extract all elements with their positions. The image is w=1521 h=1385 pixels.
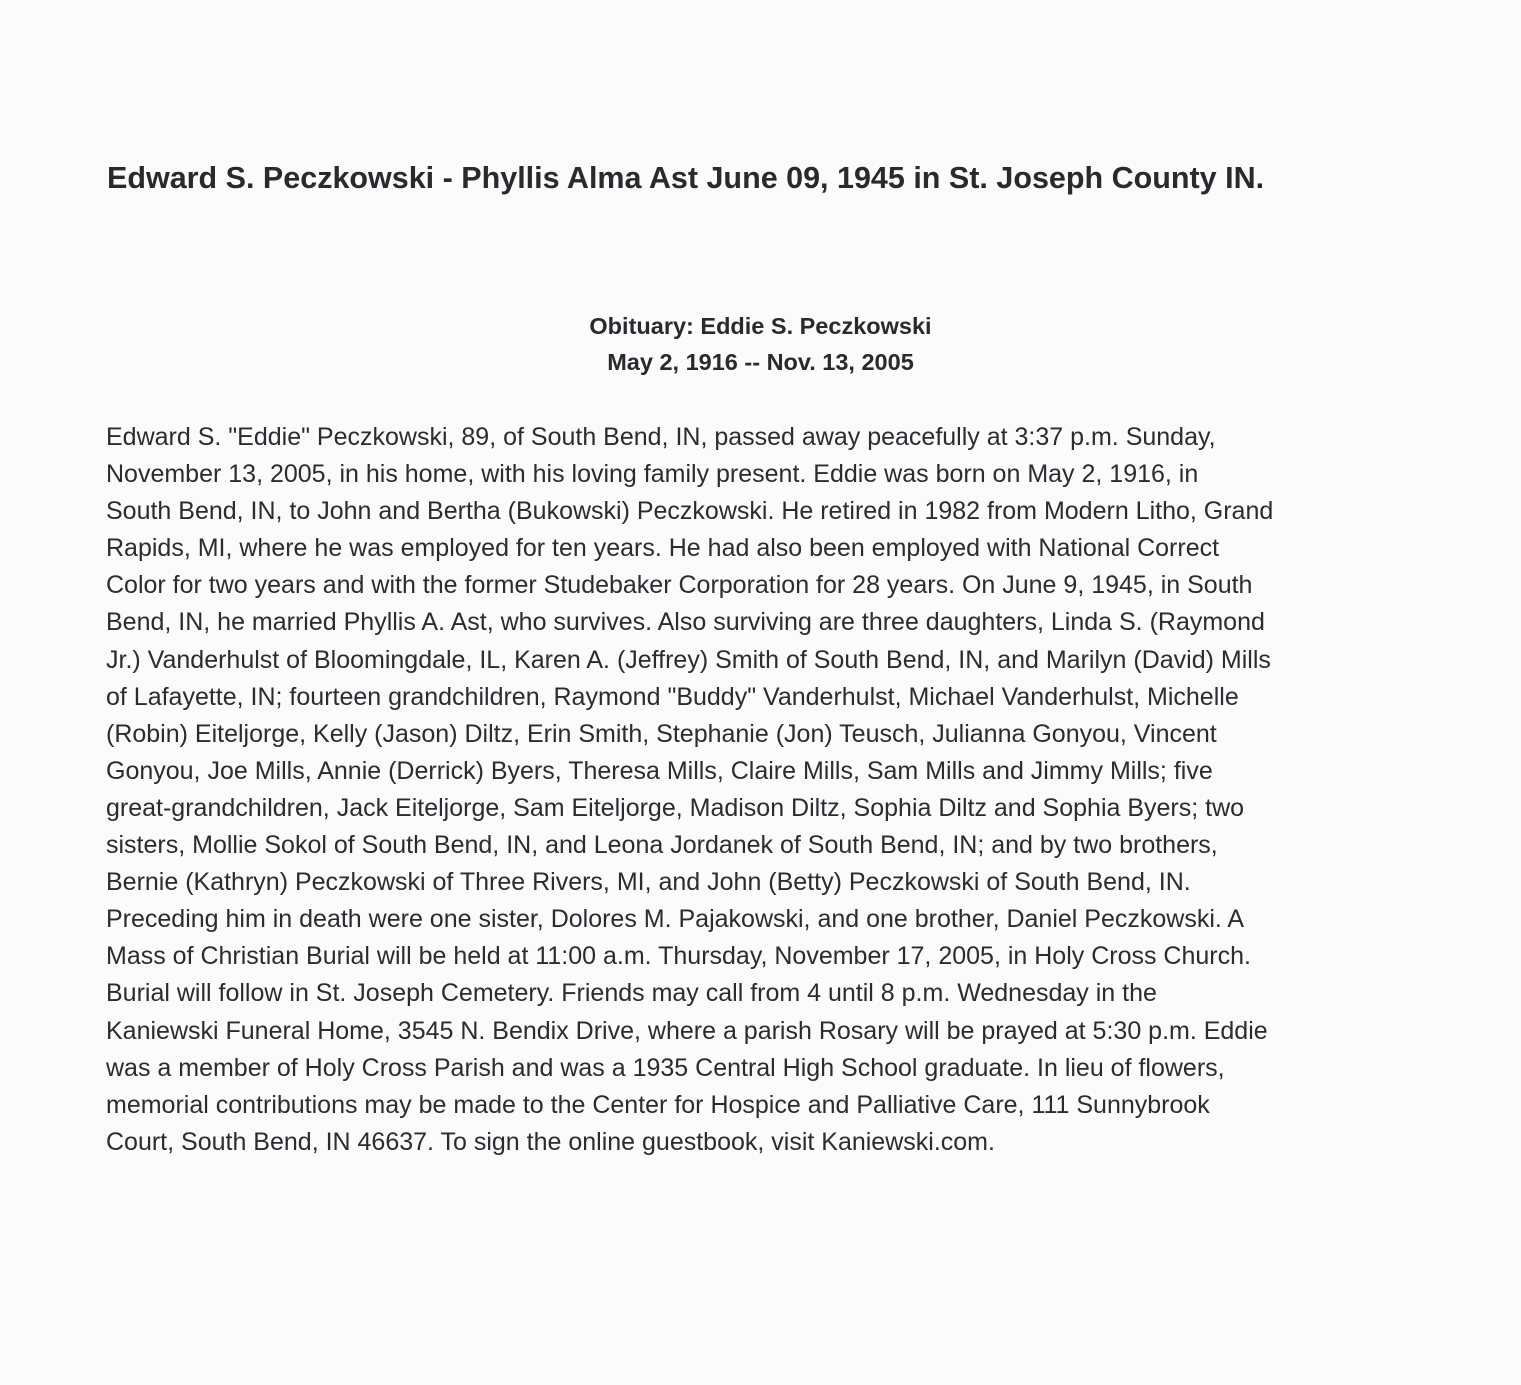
obituary-body — [106, 419, 1426, 1161]
body-line-12: sisters, Mollie Sokol of South Bend, IN, and Leona Jordanek of South Bend, IN; and by two brothers, — [106, 831, 1218, 860]
body-line-1: Edward S. "Eddie" Peczkowski, 89, of South Bend, IN, passed away peacefully at 3:37 p.m. Sunday, — [106, 423, 1216, 451]
document-title: Edward S. Peczkowski - Phyllis Alma Ast June 09, 1945 in St. Joseph County IN. — [107, 161, 1265, 195]
body-line-10: Gonyou, Joe Mills, Annie (Derrick) Byers, Theresa Mills, Claire Mills, Sam Mills and Jimmy Mills; five — [106, 756, 1213, 785]
body-line-19: memorial contributions may be made to the Center for Hospice and Palliative Care, 111 Sunnybrook — [106, 1090, 1210, 1119]
body-line-6: Bend, IN, he married Phyllis A. Ast, who survives. Also surviving are three daughters, Linda S. (Raymond — [106, 608, 1265, 637]
body-line-15: Mass of Christian Burial will be held at 11:00 a.m. Thursday, November 17, 2005, in Holy Cross Church. — [106, 942, 1251, 971]
body-line-4: Rapids, MI, where he was employed for ten years. He had also been employed with National Correct — [106, 534, 1220, 563]
body-line-14: Preceding him in death were one sister, Dolores M. Pajakowski, and one brother, Daniel Peczkowski. A — [106, 905, 1245, 934]
body-line-3: South Bend, IN, to John and Bertha (Bukowski) Peczkowski. He retired in 1982 from Modern Litho, Grand — [106, 497, 1274, 526]
body-line-16: Burial will follow in St. Joseph Cemetery. Friends may call from 4 until 8 p.m. Wednesday in the — [106, 979, 1157, 1008]
body-line-7: Jr.) Vanderhulst of Bloomingdale, IL, Karen A. (Jeffrey) Smith of South Bend, IN, and Marilyn (David) Mills — [106, 645, 1271, 674]
body-line-5: Color for two years and with the former Studebaker Corporation for 28 years. On June 9, 1945, in South — [106, 571, 1253, 600]
body-line-9: (Robin) Eiteljorge, Kelly (Jason) Diltz, Erin Smith, Stephanie (Jon) Teusch, Julianna Gonyou, Vincent — [106, 719, 1217, 748]
obituary-dates: May 2, 1916 -- Nov. 13, 2005 — [607, 349, 914, 375]
body-line-17: Kaniewski Funeral Home, 3545 N. Bendix Drive, where a parish Rosary will be prayed at 5:30 p.m. Eddie — [106, 1016, 1268, 1045]
body-line-20: Court, South Bend, IN 46637. To sign the online guestbook, visit Kaniewski.com. — [106, 1127, 995, 1156]
body-line-8: of Lafayette, IN; fourteen grandchildren, Raymond "Buddy" Vanderhulst, Michael Vanderhulst, Michelle — [106, 682, 1239, 711]
body-line-18: was a member of Holy Cross Parish and was a 1935 Central High School graduate. In lieu of flowers, — [106, 1053, 1225, 1082]
body-line-11: great-grandchildren, Jack Eiteljorge, Sam Eiteljorge, Madison Diltz, Sophia Diltz and Sophia Byers; two — [106, 793, 1245, 822]
obituary-heading: Obituary: Eddie S. Peczkowski — [589, 313, 932, 339]
body-line-2: November 13, 2005, in his home, with his loving family present. Eddie was born on May 2, 1916, in — [106, 460, 1199, 489]
body-line-13: Bernie (Kathryn) Peczkowski of Three Rivers, MI, and John (Betty) Peczkowski of South Bend, IN. — [106, 868, 1191, 897]
